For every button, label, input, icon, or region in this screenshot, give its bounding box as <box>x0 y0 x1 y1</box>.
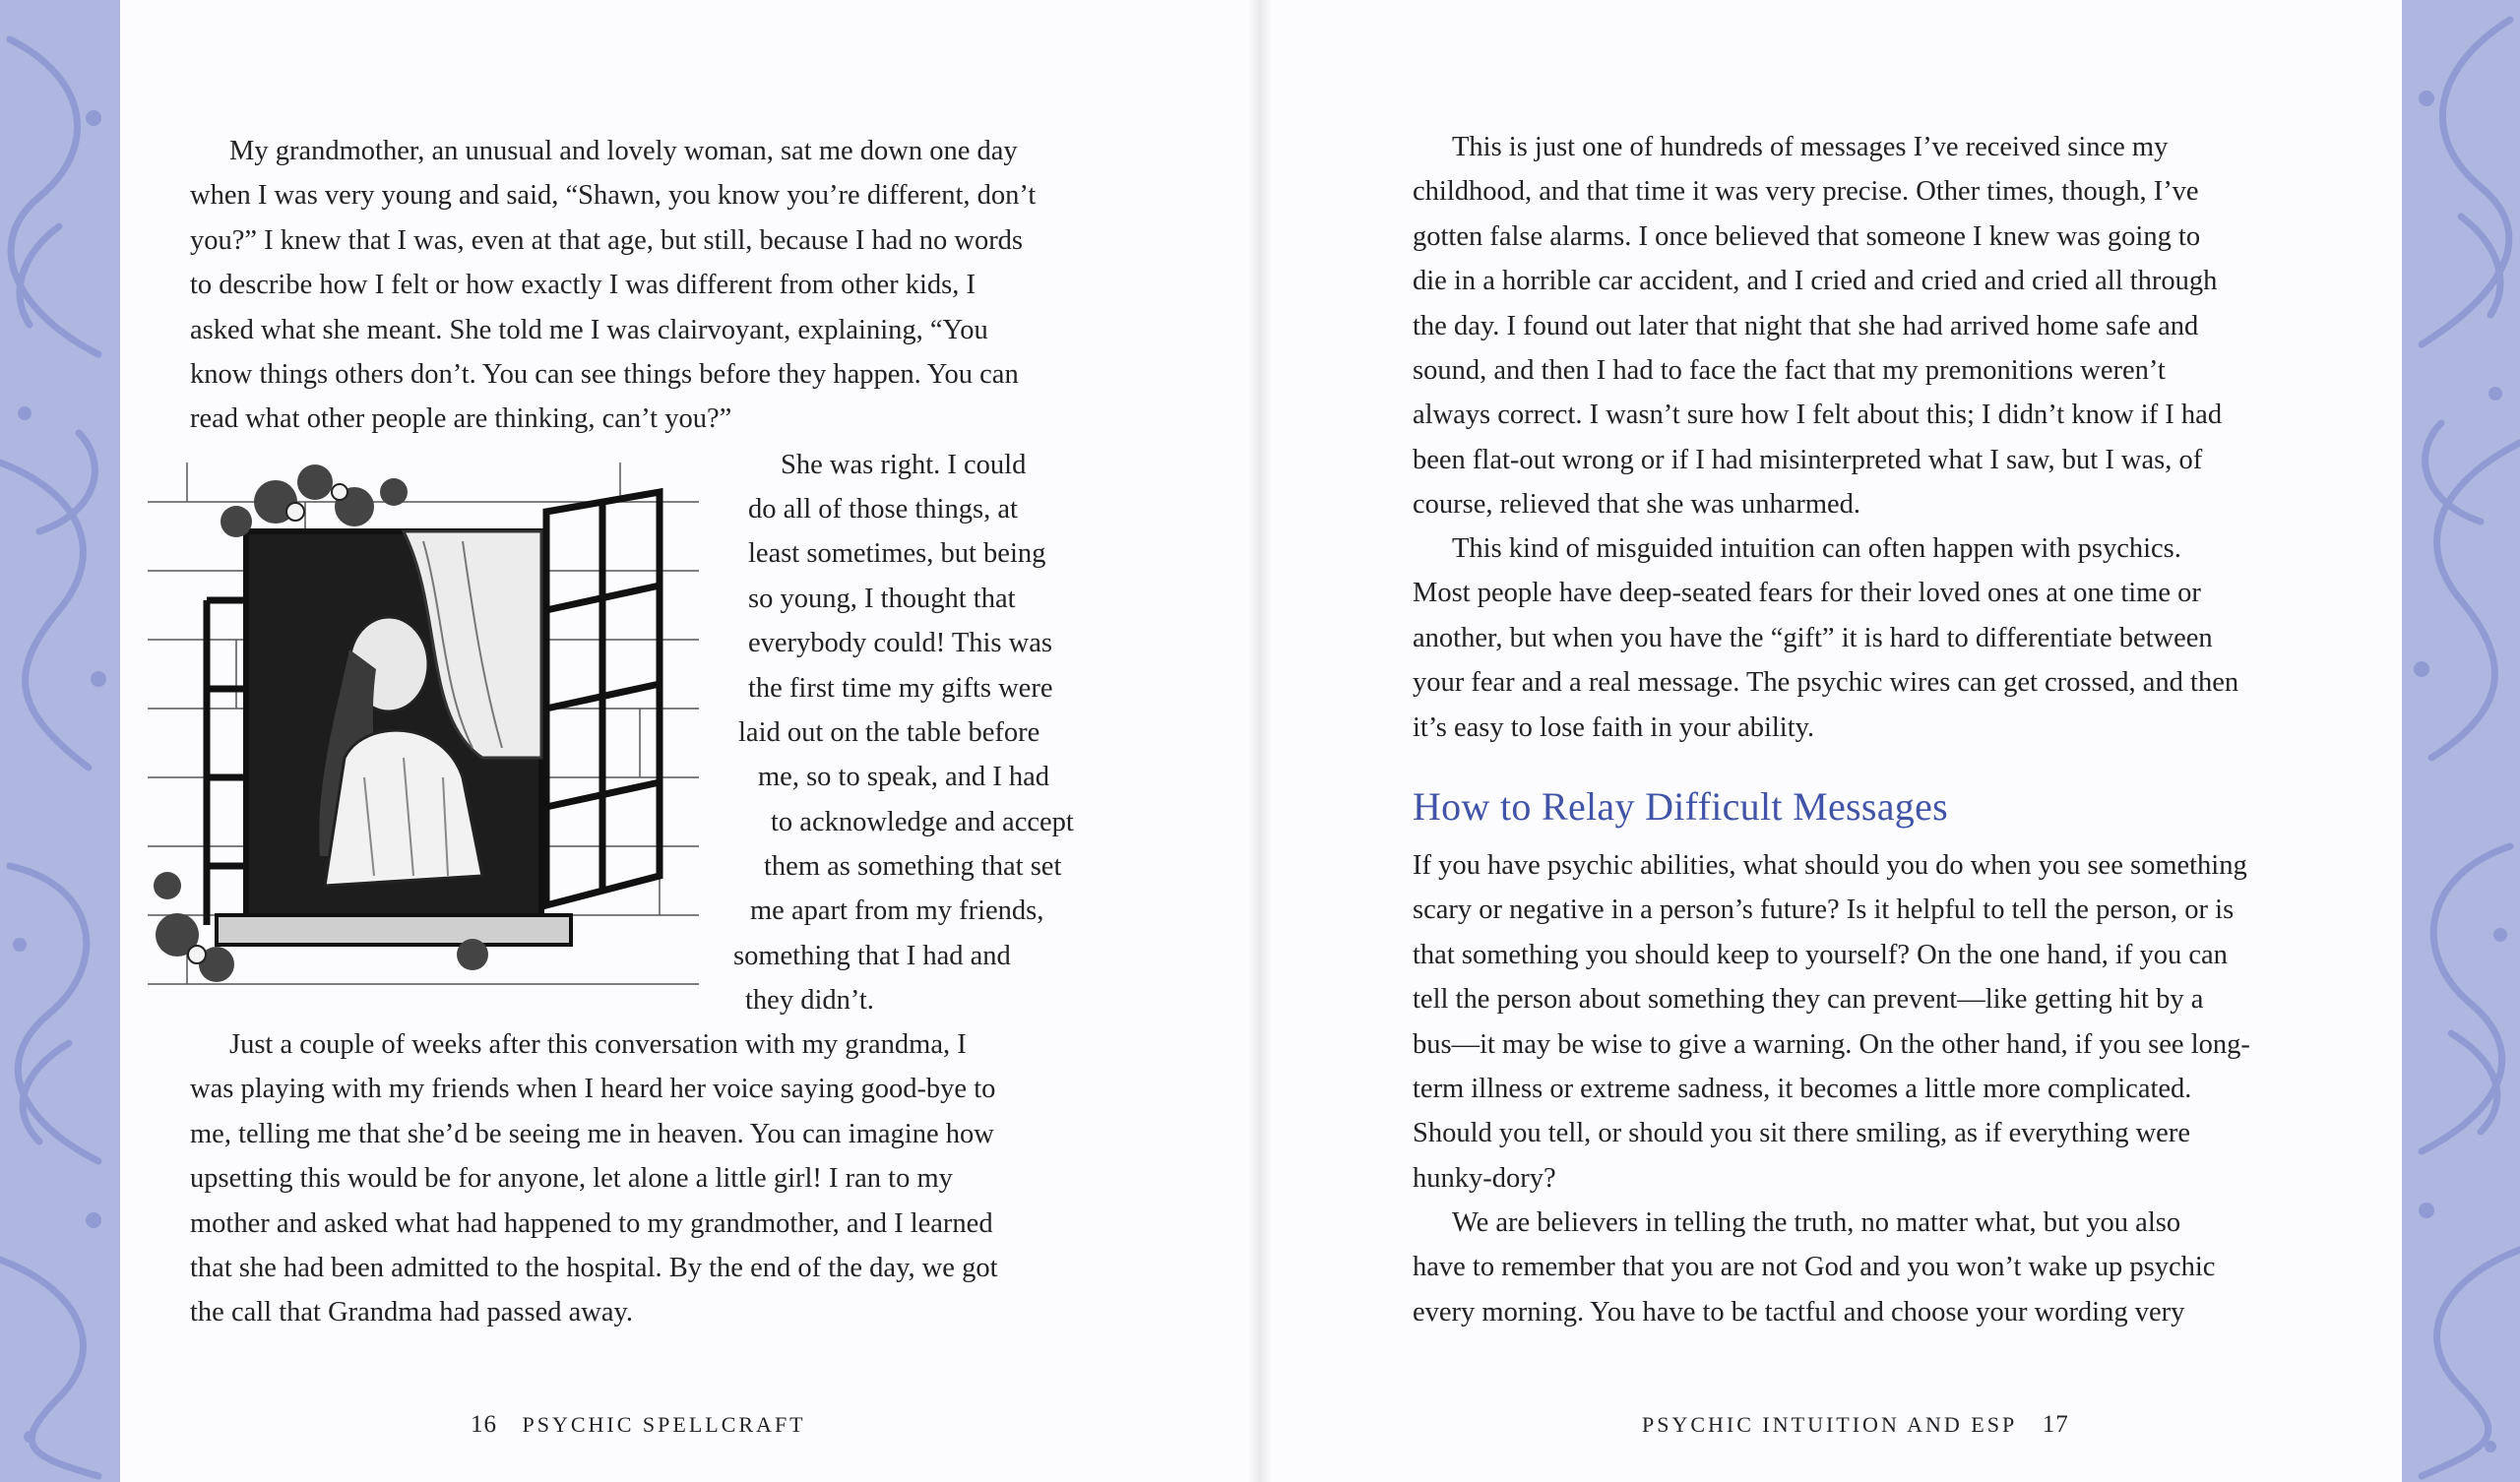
text-line: was playing with my friends when I heard her voice saying good-bye to <box>190 1074 996 1105</box>
text-line: upsetting this would be for anyone, let alone a little girl! I ran to my <box>190 1163 953 1195</box>
text-line: My grandmother, an unusual and lovely woman, sat me down one day <box>229 136 1018 166</box>
floral-vine-icon <box>0 0 120 1482</box>
text-line: This is just one of hundreds of messages I’ve received since my <box>1452 132 2169 162</box>
text-line: that something you should keep to yourself? On the one hand, if you can <box>1413 939 2228 970</box>
text-line: the call that Grandma had passed away. <box>190 1297 634 1328</box>
text-line: when I was very young and said, “Shawn, you know you’re different, don’t <box>190 180 1037 212</box>
text-line: to describe how I felt or how exactly I was different from other kids, I <box>190 270 976 301</box>
text-line: scary or negative in a person’s future? Is it helpful to tell the person, or is <box>1413 895 2235 926</box>
text-line: it’s easy to lose faith in your ability. <box>1413 711 1815 743</box>
text-line: always correct. I wasn’t sure how I felt about this; I didn’t know if I had <box>1413 400 2223 431</box>
wrapped-line <box>750 889 1043 933</box>
text-line: another, but when you have the “gift” it is hard to differentiate between <box>1413 622 2213 653</box>
text-line: She was right. I could <box>781 450 1027 480</box>
right-floral-border <box>2402 0 2520 1482</box>
text-line: have to remember that you are not God and you won’t wake up psychic <box>1413 1252 2216 1283</box>
text-line: gotten false alarms. I once believed that someone I knew was going to <box>1413 220 2201 252</box>
wrapped-line <box>745 978 874 1022</box>
text-line: you?” I knew that I was, even at that age, but still, because I had no words <box>190 224 1024 256</box>
text-line: This kind of misguided intuition can often happen with psychics. <box>1452 533 2181 564</box>
text-line: the day. I found out later that night that she had arrived home safe and <box>1413 310 2199 341</box>
text-line: me apart from my friends, <box>750 895 1044 926</box>
right-paragraph-2 <box>1413 526 2238 750</box>
right-paragraph-1 <box>1413 125 2222 527</box>
right-paragraph-3 <box>1413 843 2250 1201</box>
wrapped-line <box>733 934 1011 978</box>
page-number: 17 <box>2042 1411 2069 1438</box>
text-line: We are believers in telling the truth, no matter what, but you also <box>1452 1207 2181 1238</box>
right-folio <box>1642 1411 2069 1439</box>
text-line: hunky-dory? <box>1413 1162 1556 1194</box>
left-paragraph-3 <box>190 1022 998 1335</box>
text-line: Just a couple of weeks after this conversation with my grandma, I <box>229 1029 967 1060</box>
left-paragraph-1 <box>190 129 1036 442</box>
text-line: Most people have deep-seated fears for their loved ones at one time or <box>1413 578 2201 609</box>
book-gutter <box>1248 0 1272 1482</box>
left-folio <box>471 1411 806 1439</box>
wrapped-line <box>738 710 1040 755</box>
text-line: tell the person about something they can prevent—like getting hit by a <box>1413 984 2204 1016</box>
text-line: course, relieved that she was unharmed. <box>1413 489 1861 521</box>
text-line: do all of those things, at <box>748 494 1018 525</box>
page-number: 16 <box>471 1411 497 1438</box>
text-line: Should you tell, or should you sit there smiling, as if everything were <box>1413 1118 2190 1149</box>
text-line: me, telling me that she’d be seeing me in heaven. You can imagine how <box>190 1118 994 1149</box>
text-line: sound, and then I had to face the fact that my premonitions weren’t <box>1413 355 2166 387</box>
text-line: asked what she meant. She told me I was clairvoyant, explaining, “You <box>190 314 988 345</box>
text-line: least sometimes, but being <box>748 538 1046 569</box>
text-line: so young, I thought that <box>748 584 1016 614</box>
text-line: every morning. You have to be tactful and choose your wording very <box>1413 1296 2185 1328</box>
text-line: know things others don’t. You can see things before they happen. You can <box>190 359 1019 391</box>
wrapped-line <box>758 755 1049 799</box>
girl-at-window-engraving-icon <box>148 463 714 1004</box>
text-line: everybody could! This was <box>748 628 1052 658</box>
text-line: that she had been admitted to the hospital. By the end of the day, we got <box>190 1253 998 1284</box>
text-line: the first time my gifts were <box>748 673 1053 704</box>
right-paragraph-4 <box>1413 1201 2215 1334</box>
text-line: been flat-out wrong or if I had misinterpreted what I saw, but I was, of <box>1413 444 2203 475</box>
text-line: to acknowledge and accept <box>771 807 1074 837</box>
text-line: your fear and a real message. The psychic wires can get crossed, and then <box>1413 667 2239 699</box>
running-head: PSYCHIC INTUITION AND ESP <box>1642 1412 2018 1437</box>
text-line: die in a horrible car accident, and I cried and cried and cried all through <box>1413 266 2218 297</box>
wrapped-line <box>771 800 1074 844</box>
text-line: them as something that set <box>764 851 1062 882</box>
left-paragraph-2 <box>781 443 1026 487</box>
text-line: read what other people are thinking, can’t you?” <box>190 403 732 435</box>
running-head: PSYCHIC SPELLCRAFT <box>522 1412 806 1437</box>
text-line: childhood, and that time it was very precise. Other times, though, I’ve <box>1413 176 2199 208</box>
wrapped-line <box>748 666 1052 710</box>
text-line: If you have psychic abilities, what should you do when you see something <box>1413 850 2247 881</box>
text-line: mother and asked what had happened to my grandmother, and I learned <box>190 1207 993 1239</box>
text-line: term illness or extreme sadness, it becomes a little more complicated. <box>1413 1074 2192 1105</box>
text-line: something that I had and <box>733 941 1011 971</box>
wrapped-line <box>748 531 1045 576</box>
section-heading: How to Relay Difficult Messages <box>1413 784 1949 829</box>
wrapped-line <box>748 487 1018 531</box>
text-line: laid out on the table before <box>738 717 1040 748</box>
wrapped-line <box>764 844 1061 889</box>
girl-at-window-illustration <box>148 463 714 1004</box>
text-line: me, so to speak, and I had <box>758 762 1050 792</box>
text-line: bus—it may be wise to give a warning. On the other hand, if you see long- <box>1413 1028 2250 1060</box>
text-line: they didn’t. <box>745 985 874 1016</box>
floral-vine-icon <box>2402 0 2520 1482</box>
wrapped-line <box>748 621 1052 665</box>
wrapped-line <box>748 577 1016 621</box>
left-floral-border <box>0 0 120 1482</box>
